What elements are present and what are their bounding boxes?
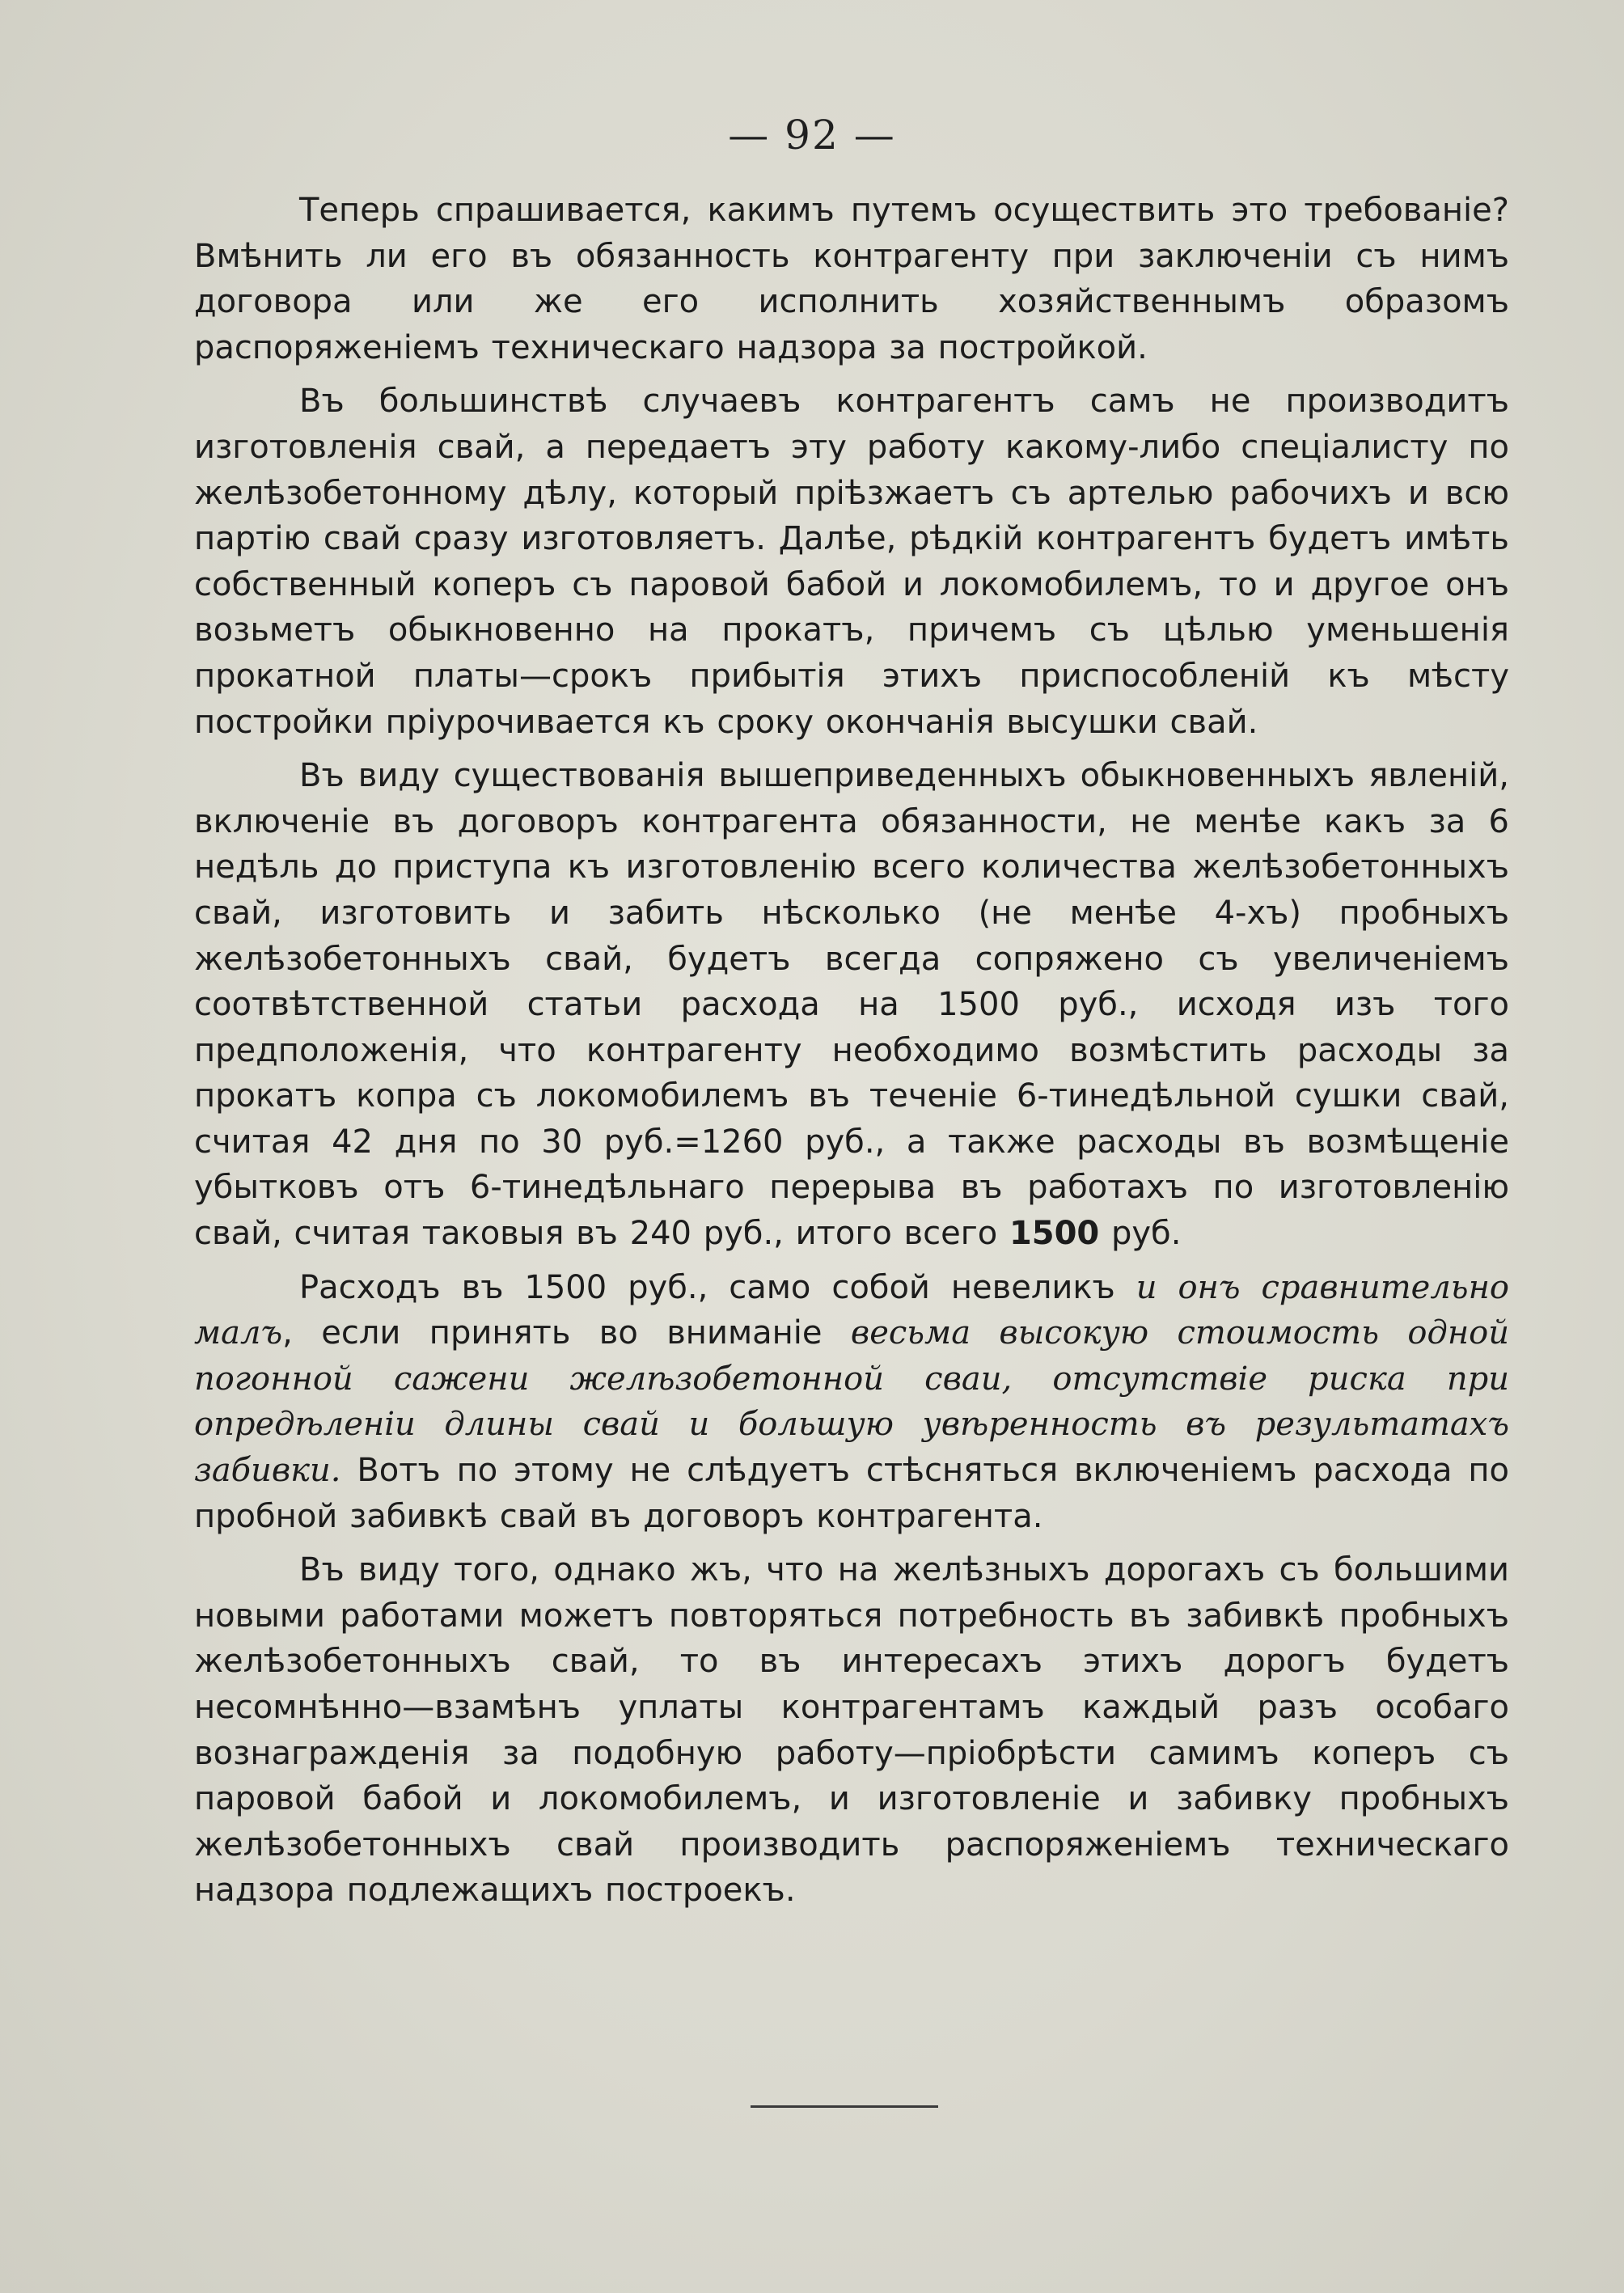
paragraph-3-text: Въ виду существованія вышеприведенныхъ обыкновенныхъ явленій, включеніе въ договоръ контрагента обязанности, не менѣе какъ за 6 недѣль до приступа къ изготовленію всего количества желѣзобетонныхъ свай, изготовить и забить нѣсколько (не менѣе 4-хъ) пробныхъ желѣзобетонныхъ свай, будетъ всегда сопряжено съ увеличеніемъ соотвѣтственной статьи расхода на 1500 руб., исходя изъ того предположенія, что контрагенту необходимо возмѣстить расходы за прокатъ копра съ локомобилемъ въ теченіе 6-тинедѣльной сушки свай, считая 42 дня по 30 руб.=1260 руб., а также расходы въ возмѣщеніе убытковъ отъ 6-тинедѣльнаго перерыва въ работахъ по изготовленію свай, считая таковыя въ 240 руб., итого всего [194,757,1509,1253]
paragraph-4-lead: Расходъ въ 1500 руб., само собой невеликъ [299,1268,1136,1306]
paragraph-2 [194,379,1509,745]
body-text [194,188,1509,1914]
paragraph-4-tail: Вотъ по этому не слѣдуетъ стѣсняться включеніемъ расхода по пробной забивкѣ свай въ договоръ контрагента. [194,1452,1509,1535]
paragraph-4-italic-passage: весьма высокую стоимость одной погонной сажени желѣзобетонной сваи, отсутствіе риска при опредѣленіи длины свай и большую увѣренность въ результатахъ забивки. [194,1314,1510,1490]
paragraph-5 [194,1547,1509,1914]
paragraph-4 [194,1265,1509,1540]
paragraph-4-middle: , если принять во вниманіе [282,1314,851,1352]
paragraph-3-tail: руб. [1099,1215,1182,1253]
paragraph-2-text: Въ большинствѣ случаевъ контрагентъ самъ не производитъ изготовленія свай, а передаетъ эту работу какому-либо спеціалисту по желѣзобетонному дѣлу, который пріѣзжаетъ съ артелью рабочихъ и всю партію свай сразу изготовляетъ. Далѣе, рѣдкій контрагентъ будетъ имѣть собственный коперъ съ паровой бабой и локомобилемъ, то и другое онъ возьметъ обыкновенно на прокатъ, причемъ съ цѣлью уменьшенія прокатной платы—срокъ прибытія этихъ приспособленій къ мѣсту постройки пріурочивается къ сроку окончанія высушки свай. [194,383,1509,741]
paragraph-3-bold-total: 1500 [1009,1215,1100,1253]
page-number: — 92 — [728,112,896,159]
paragraph-3 [194,753,1509,1257]
end-rule-divider [751,2105,938,2108]
paragraph-4-italic-phrase: и онъ сравнительно малъ [194,1268,1510,1352]
paragraph-1 [194,188,1509,370]
paragraph-5-text: Въ виду того, однако жъ, что на желѣзныхъ дорогахъ съ большими новыми работами можетъ повторяться потребность въ забивкѣ пробныхъ желѣзобетонныхъ свай, то въ интересахъ этихъ дорогъ будетъ несомнѣнно—взамѣнъ уплаты контрагентамъ каждый разъ особаго вознагражденія за подобную работу—пріобрѣсти самимъ коперъ съ паровой бабой и локомобилемъ, и изготовленіе и забивку пробныхъ желѣзобетонныхъ свай производить распоряженіемъ техническаго надзора подлежащихъ построекъ. [194,1551,1509,1910]
paragraph-1-text: Теперь спрашивается, какимъ путемъ осуществить это требованіе? Вмѣнить ли его въ обязанность контрагенту при заключеніи съ нимъ договора или же его исполнить хозяйственнымъ образомъ распоряженіемъ техническаго надзора за постройкой. [194,192,1509,366]
